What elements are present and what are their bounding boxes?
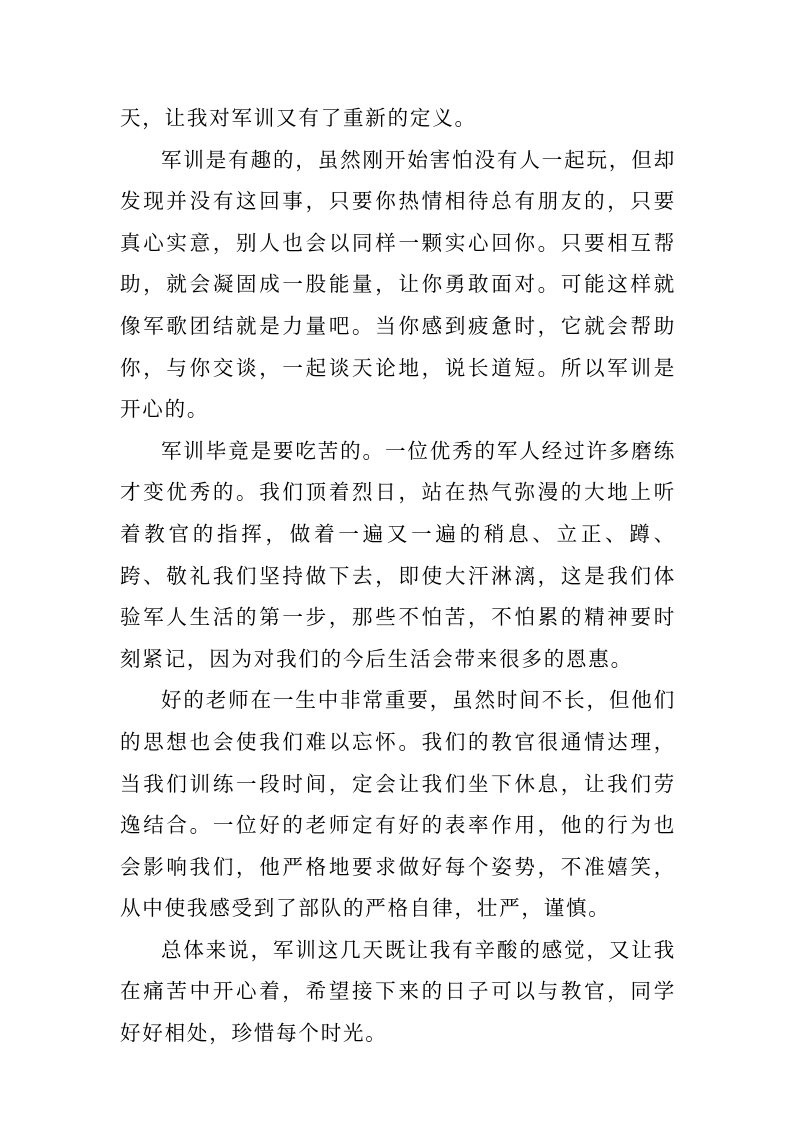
paragraph-hardship: 军训毕竟是要吃苦的。一位优秀的军人经过许多磨练才变优秀的。我们顶着烈日，站在热气弥漫的大地上听着教官的指挥，做着一遍又一遍的稍息、立正、蹲、跨、敬礼我们坚持做下去，即使大汗淋漓，这是我们体验军人生活的第一步，那些不怕苦，不怕累的精神要时刻紧记，因为对我们的今后生活会带来很多的恩惠。 [120, 438, 676, 671]
paragraph-continued: 天，让我对军训又有了重新的定义。 [120, 106, 477, 130]
document-body [120, 98, 676, 1055]
paragraph-fun: 军训是有趣的，虽然刚开始害怕没有人一起玩，但却发现并没有这回事，只要你热情相待总有朋友的，只要真心实意，别人也会以同样一颗实心回你。只要相互帮助，就会凝固成一股能量，让你勇敢面对。可能这样就像军歌团结就是力量吧。当你感到疲惫时，它就会帮助你，与你交谈，一起谈天论地，说长道短。所以军训是开心的。 [120, 147, 676, 422]
paragraph-instructor: 好的老师在一生中非常重要，虽然时间不长，但他们的思想也会使我们难以忘怀。我们的教官很通情达理，当我们训练一段时间，定会让我们坐下休息，让我们劳逸结合。一位好的老师定有好的表率作用，他的行为也会影响我们，他严格地要求做好每个姿势，不准嬉笑，从中使我感受到了部队的严格自律，壮严，谨慎。 [120, 688, 676, 921]
paragraph-conclusion: 总体来说，军训这几天既让我有辛酸的感觉，又让我在痛苦中开心着，希望接下来的日子可以与教官，同学好好相处，珍惜每个时光。 [120, 937, 676, 1046]
